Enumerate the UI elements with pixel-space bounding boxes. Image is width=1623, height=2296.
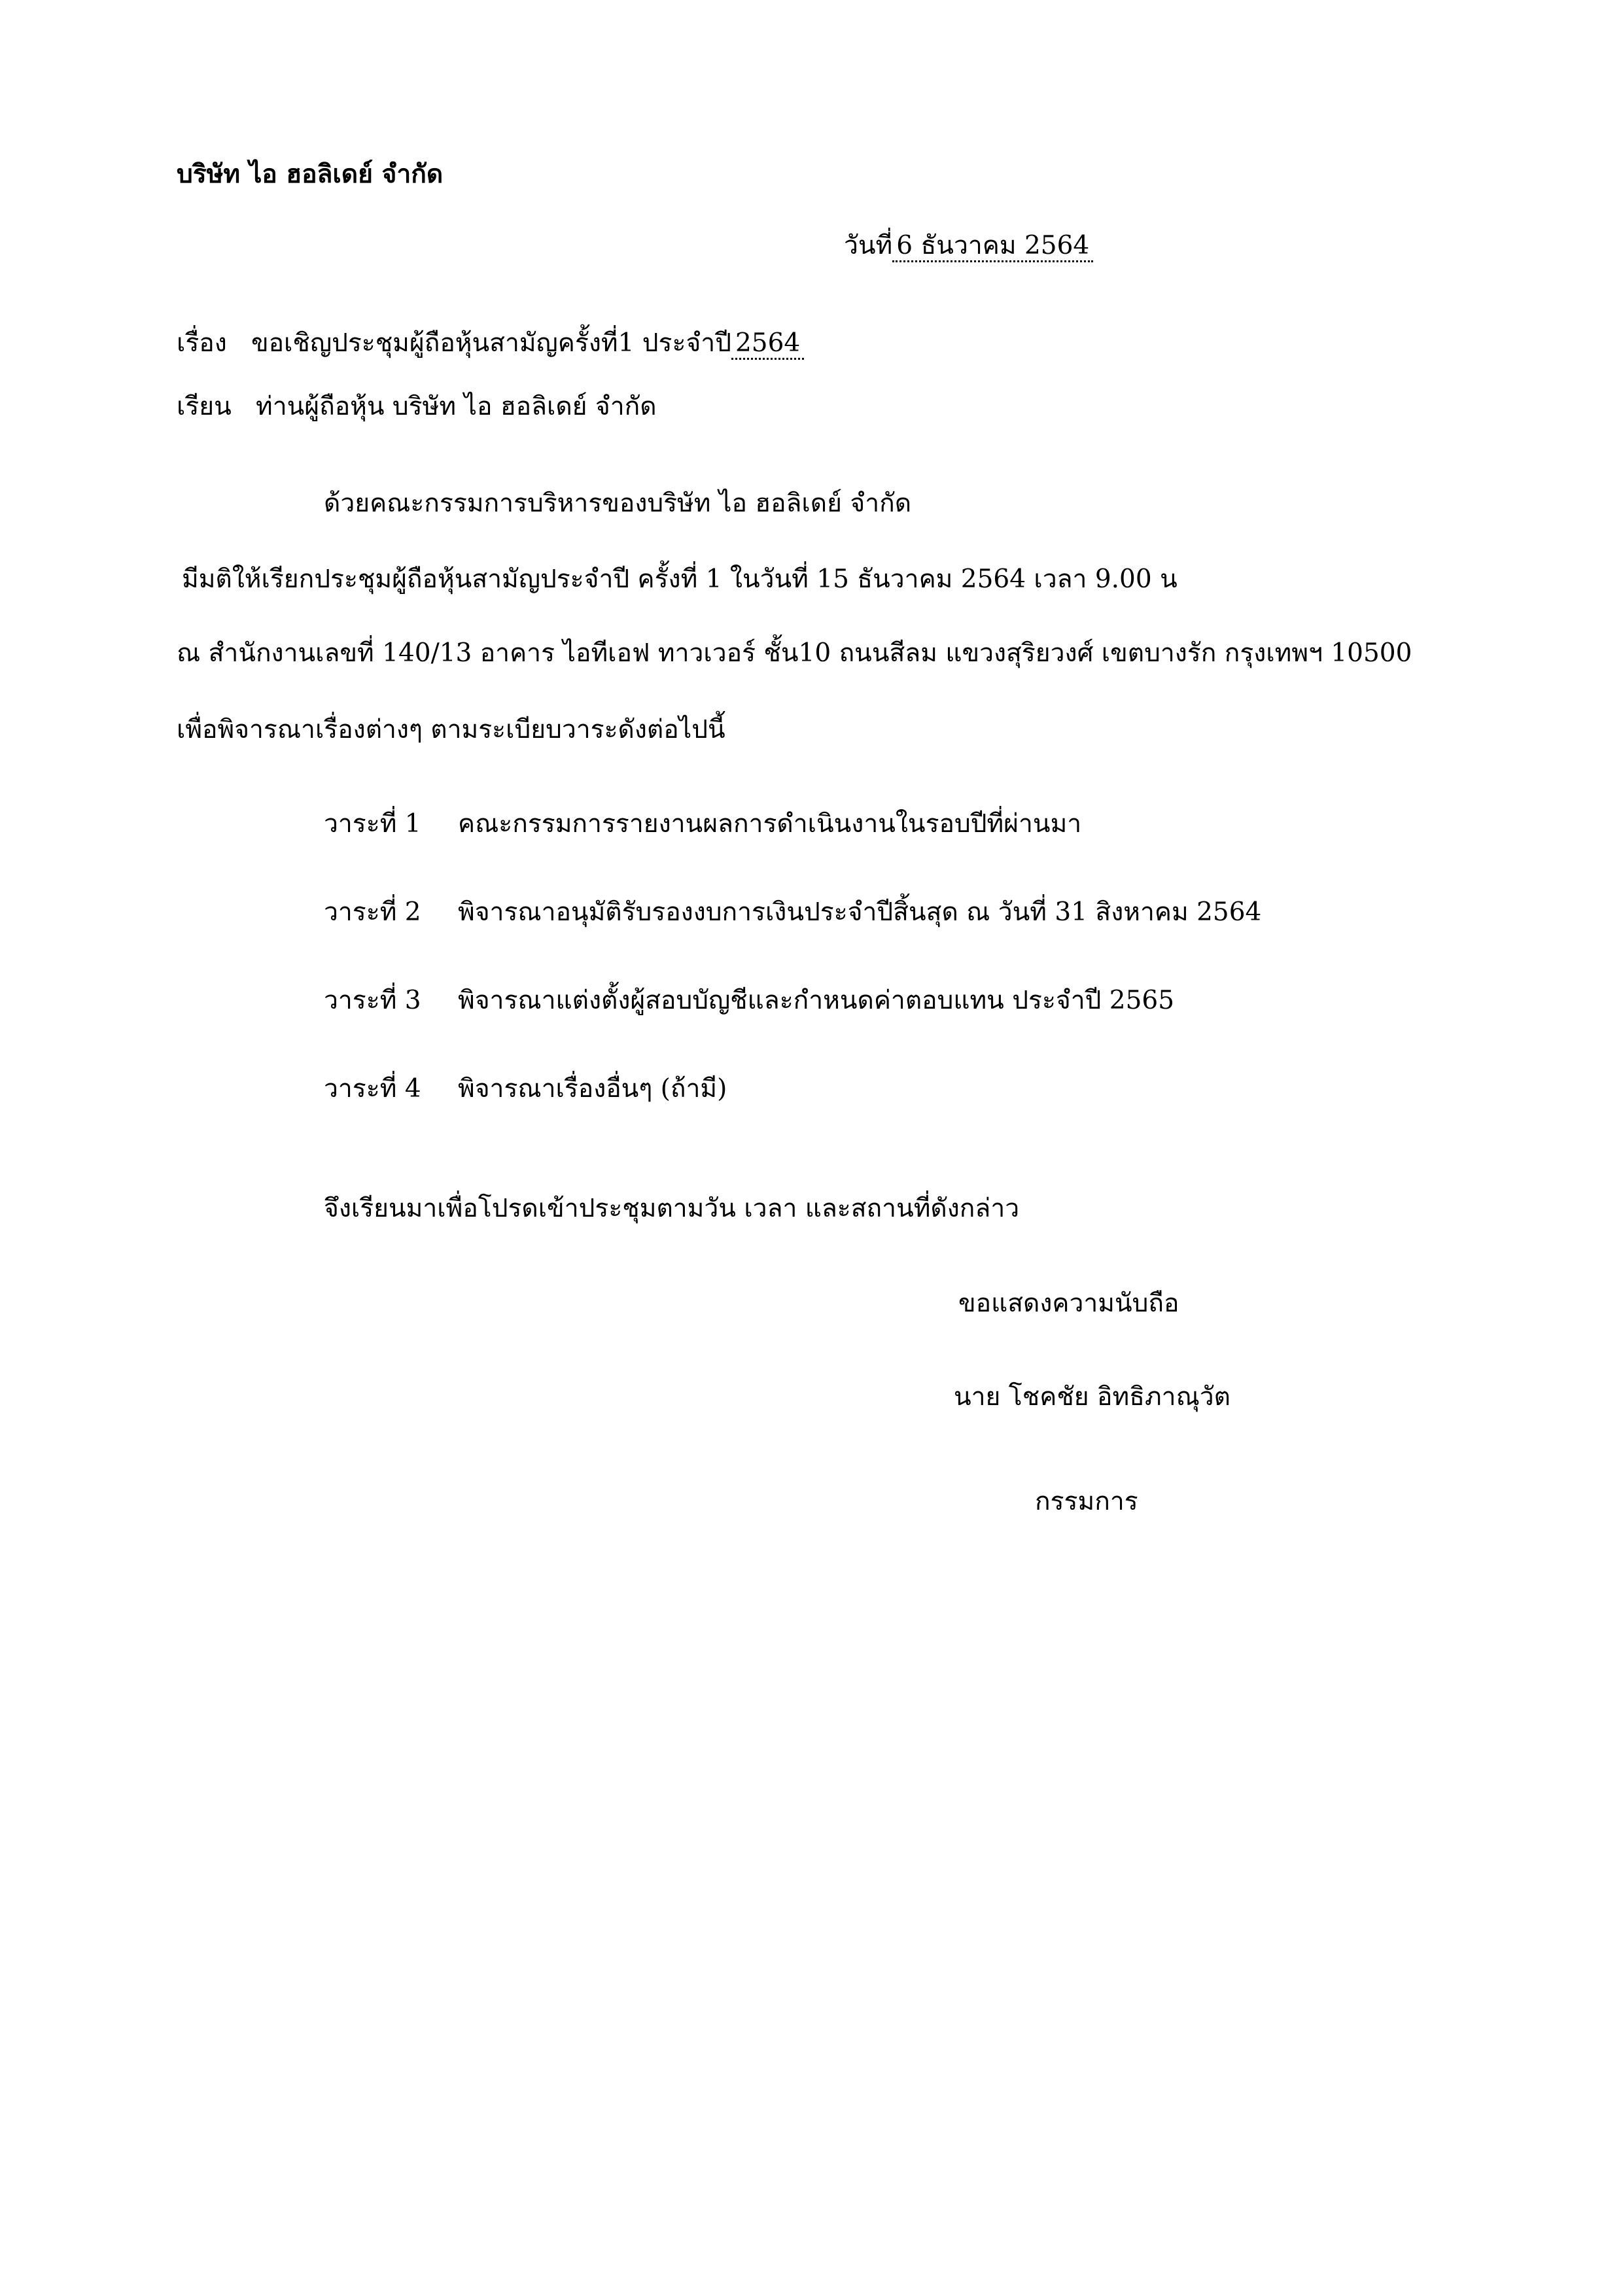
agenda-item-label: วาระที่ 1 — [324, 809, 421, 839]
agenda-item-text: พิจารณาเรื่องอื่นๆ (ถ้ามี) — [458, 1074, 727, 1104]
agenda-item — [324, 983, 1174, 1019]
date-line — [844, 228, 1093, 264]
agenda-item-label: วาระที่ 4 — [324, 1074, 421, 1104]
agenda-item — [324, 1071, 727, 1107]
signature-title: กรรมการ — [1035, 1487, 1138, 1516]
date-label: วันที่ — [844, 231, 893, 260]
subject-text: ขอเชิญประชุมผู้ถือหุ้นสามัญครั้งที่1 ประจำปี — [251, 328, 731, 358]
body-line-4: เพื่อพิจารณาเรื่องต่างๆ ตามระเบียบวาระดังต่อไปนี้ — [177, 715, 725, 744]
subject-label: เรื่อง — [177, 328, 227, 358]
recipient-line — [177, 389, 657, 425]
recipient-label: เรียน — [177, 392, 232, 421]
signature-regards: ขอแสดงความนับถือ — [958, 1289, 1179, 1318]
agenda-item-label: วาระที่ 3 — [324, 986, 421, 1015]
agenda-item-text: พิจารณาอนุมัติรับรองงบการเงินประจำปีสิ้นสุด ณ วันที่ 31 สิงหาคม 2564 — [458, 897, 1262, 927]
date-value: 6 ธันวาคม 2564 — [892, 231, 1093, 262]
subject-line — [177, 325, 804, 362]
recipient-text: ท่านผู้ถือหุ้น บริษัท ไอ ฮอลิเดย์ จำกัด — [256, 392, 657, 421]
signature-name: นาย โชคชัย อิทธิภาณุวัต — [954, 1382, 1230, 1412]
agenda-item — [324, 894, 1261, 931]
agenda-item — [324, 806, 1081, 843]
agenda-item-text: คณะกรรมการรายงานผลการดำเนินงานในรอบปีที่ผ่านมา — [458, 809, 1082, 839]
subject-year: 2564 — [731, 328, 804, 360]
body-line-3: ณ สำนักงานเลขที่ 140/13 อาคาร ไอทีเอฟ ทาวเวอร์ ชั้น10 ถนนสีลม แขวงสุริยวงศ์ เขตบางรัก กรุงเทพฯ 10500 — [177, 638, 1412, 668]
body-line-1: ด้วยคณะกรรมการบริหารของบริษัท ไอ ฮอลิเดย์ จำกัด — [324, 489, 912, 518]
body-line-2: มีมติให้เรียกประชุมผู้ถือหุ้นสามัญประจำปี ครั้งที่ 1 ในวันที่ 15 ธันวาคม 2564 เวลา 9.00 น — [182, 565, 1178, 594]
closing-line: จึงเรียนมาเพื่อโปรดเข้าประชุมตามวัน เวลา และสถานที่ดังกล่าว — [324, 1194, 1020, 1223]
company-header: บริษัท ไอ ฮอลิเดย์ จำกัด — [177, 159, 444, 189]
agenda-item-label: วาระที่ 2 — [324, 897, 421, 927]
agenda-item-text: พิจารณาแต่งตั้งผู้สอบบัญชีและกำหนดค่าตอบแทน ประจำปี 2565 — [458, 986, 1175, 1015]
